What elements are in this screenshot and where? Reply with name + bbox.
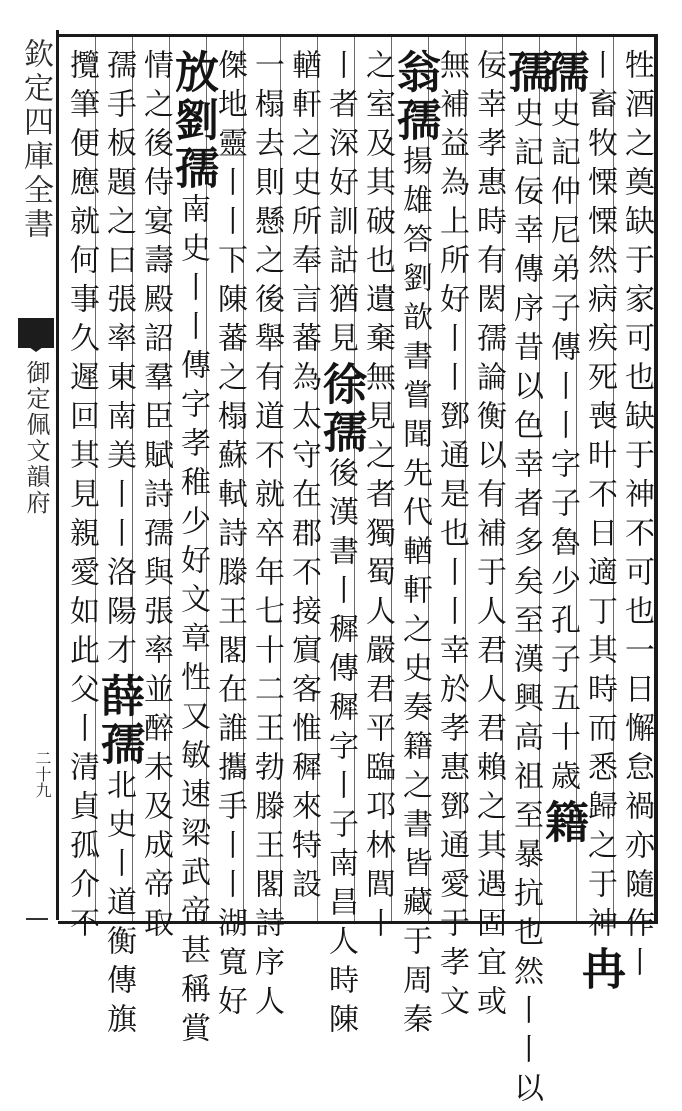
column-text: 輶軒之史所奉言 (286, 49, 321, 322)
column-text: 一榻去則懸之後舉有道不就卒年七十二王勃滕王閣詩序人 (249, 49, 284, 1024)
column-text: 孺手板題之曰張率東南美丨丨洛陽才 (101, 49, 136, 673)
headword-char: 孺 (537, 49, 588, 97)
column-text: 傑地靈丨丨下陳蕃之榻蘇軾詩滕王閣在誰攜手丨丨湖寬好 (212, 49, 247, 1024)
headword-char: 薛 (93, 673, 144, 721)
column-text: 攬筆便應就何事久遲回其見親愛如此 (64, 49, 99, 673)
column-text: 之後侍宴壽殿詔羣臣賦詩孺與張率並醉未及成帝取 (138, 88, 173, 946)
margin-divider (26, 918, 48, 920)
margin-book-title: 欽定四庫全書 (18, 38, 53, 242)
column-text: 後漢書丨穉傳穉字丨子南昌人時陳 (323, 457, 358, 1042)
headword-char: 翁 (389, 49, 440, 97)
column-text: 蕃為太守在郡不接賔客惟穉來特設 (286, 322, 321, 907)
headword-char: 籍 (537, 799, 588, 847)
headword-char: 孺 (500, 49, 551, 97)
headword-char: 孺 (167, 145, 218, 193)
column-text: 丨者深好訓詁猶見 (323, 49, 358, 361)
column-text: 史記佞幸傳序昔以色幸者多矣至漢興高祖至暴抗也然丨丨以 (508, 97, 543, 1111)
headword-char: 孺 (93, 721, 144, 769)
column-text: 無補益為上所好丨丨鄧通是也丨丨幸於孝惠鄧通愛于孝文 (434, 49, 469, 1024)
headword-char: 徐 (315, 361, 366, 409)
headword-char: 孺 (389, 97, 440, 145)
headword-char: 冉 (574, 946, 625, 994)
column-text: 丨畜牧慄慄然病疾死喪旪不日適丁其時而悉歸之于神 (582, 49, 617, 946)
column-text: 北史丨道衡傳旗 (101, 769, 136, 1042)
headword-char: 放 (167, 49, 218, 97)
column-text: 之室及其破也遺棄無見之者獨蜀人嚴君平臨邛林閭丨 (360, 49, 395, 946)
headword-char: 劉 (167, 97, 218, 145)
column-text: 佞幸孝惠時有閎孺論衡以有補于人君人君賴之其遇固宜或 (471, 49, 506, 1024)
column-text: 牲酒之奠缺于家可也缺于神不可也一日懈怠禍亦隨作丨 (619, 49, 654, 985)
text-frame (58, 34, 658, 1111)
column-text: 情 (138, 49, 173, 88)
page-margin (18, 30, 59, 920)
headword-char: 孺 (315, 409, 366, 457)
column-text: 史記仲尼弟子傳丨丨字子魯少孔子五十歳 (545, 97, 580, 799)
column-text: 揚雄答劉歆書嘗聞先代輶軒之史奏籍之書皆藏于周秦 (397, 145, 432, 1042)
text-column-16 (58, 49, 104, 946)
fish-tail-mark (18, 318, 54, 348)
column-text: 南史丨丨傳字孝稚少好文章性又敏速梁武帝甚稱賞 (175, 193, 210, 1051)
margin-collection-title: 御定佩文韻府 (22, 360, 50, 516)
column-text: 父丨清貞孤介不 (64, 673, 99, 946)
margin-page-number: 二十九 (33, 750, 52, 798)
